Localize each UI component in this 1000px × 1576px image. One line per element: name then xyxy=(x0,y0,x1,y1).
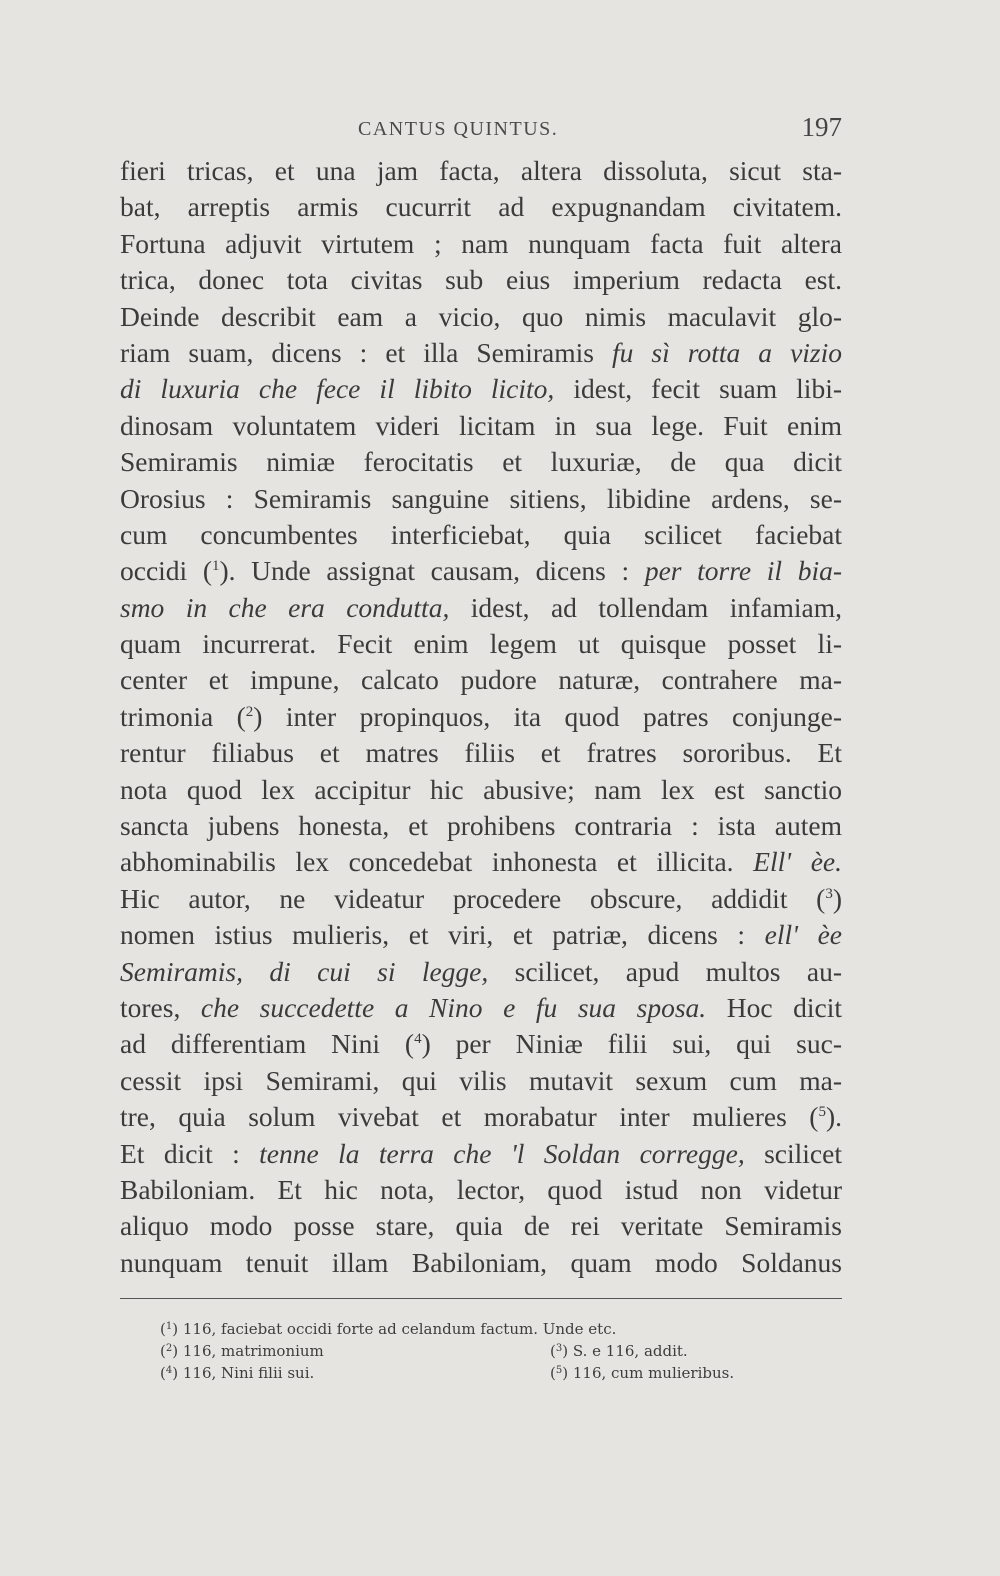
text-run: fieri tricas, et una jam facta, altera dissoluta, sicut sta- xyxy=(120,155,842,186)
text-line xyxy=(120,1063,842,1099)
text-run: Fortuna adjuvit virtutem ; nam nunquam facta fuit altera xyxy=(120,227,842,259)
text-line xyxy=(120,408,842,444)
page-number: 197 xyxy=(801,112,842,142)
text-line xyxy=(120,1099,842,1135)
text-line xyxy=(120,1208,842,1244)
footnote-ref: 1 xyxy=(212,558,220,575)
text-run: quam incurrerat. Fecit enim legem ut quisque posset li- xyxy=(120,628,842,660)
text-run: sancta jubens honesta, et prohibens contraria : ista autem xyxy=(120,810,842,842)
text-run: bat, arreptis armis cucurrit ad expugnandam civitatem. xyxy=(120,191,842,223)
text-run: occidi ( xyxy=(120,555,212,587)
text-line xyxy=(120,590,842,626)
text-run: tre, quia solum vivebat et morabatur inter mulieres ( xyxy=(120,1101,819,1133)
running-title: CANTUS QUINTUS. xyxy=(358,118,559,140)
page-header xyxy=(120,112,842,148)
text-run: riam suam, dicens : et illa Semiramis xyxy=(120,336,613,368)
footnote-ref: 5 xyxy=(818,1104,826,1121)
text-line xyxy=(120,772,842,808)
text-line xyxy=(120,226,842,262)
text-line xyxy=(120,444,842,480)
text-line xyxy=(120,808,842,844)
italic-quote: Semiramis, di cui si legge, xyxy=(120,955,489,987)
text-run: Babiloniam. Et hic nota, lector, quod istud non videtur xyxy=(120,1173,842,1205)
text-run: ). Unde assignat causam, dicens : xyxy=(219,555,645,587)
footnote-ref: 2 xyxy=(245,703,254,720)
text-run: Hic autor, ne videatur procedere obscure, addidit ( xyxy=(120,882,826,914)
text-line xyxy=(120,371,842,407)
italic-quote: Ell' èe. xyxy=(753,846,843,878)
text-run: ) xyxy=(832,882,842,914)
footnotes xyxy=(160,1318,800,1384)
text-run: Semiramis nimiæ ferocitatis et luxuriæ, de qua dicit xyxy=(120,446,842,478)
text-line xyxy=(120,990,842,1026)
text-run: trica, donec tota civitas sub eius imperium redacta est. xyxy=(120,264,842,296)
text-run: nomen istius mulieris, et viri, et patriæ, dicens : xyxy=(120,919,765,951)
text-line xyxy=(120,189,842,225)
text-run: center et impune, calcato pudore naturæ, contrahere ma- xyxy=(120,664,842,696)
text-run: ) per Niniæ filii sui, qui suc- xyxy=(421,1028,842,1060)
text-line xyxy=(120,699,842,735)
italic-quote: per torre il bia- xyxy=(644,555,842,587)
text-run: cum concumbentes interficiebat, quia scilicet faciebat xyxy=(120,518,842,550)
body-text xyxy=(120,153,842,1281)
text-run: idest, fecit suam libi- xyxy=(554,373,842,405)
text-line xyxy=(120,553,842,589)
text-run: scilicet, apud multos au- xyxy=(488,955,842,987)
text-run: Et dicit : xyxy=(120,1137,260,1169)
footnote-3: ($^3$) S. e 116, addit. xyxy=(550,1342,688,1360)
italic-quote: fu sì rotta a vizio xyxy=(612,336,843,368)
text-run: abhominabilis lex concedebat inhonesta et illicita. xyxy=(120,846,754,878)
text-line xyxy=(120,735,842,771)
footnote-divider xyxy=(120,1298,842,1299)
text-run: aliquo modo posse stare, quia de rei veritate Semiramis xyxy=(120,1210,842,1242)
text-line xyxy=(120,626,842,662)
text-run: idest, ad tollendam infamiam, xyxy=(449,591,842,623)
text-run: nunquam tenuit illam Babiloniam, quam modo Soldanus xyxy=(120,1246,842,1278)
text-run: rentur filiabus et matres filiis et fratres sororibus. Et xyxy=(120,737,842,769)
text-run: tores, xyxy=(120,991,201,1023)
text-run: scilicet xyxy=(744,1137,842,1169)
text-line xyxy=(120,662,842,698)
text-run: Hoc dicit xyxy=(706,991,842,1023)
text-run: Deinde describit eam a vicio, quo nimis maculavit glo- xyxy=(120,300,842,332)
footnote-4: ($^4$) 116, Nini filii sui. xyxy=(160,1364,315,1382)
italic-quote: tenne la terra che 'l Soldan corregge, xyxy=(259,1137,745,1169)
italic-quote: smo in che era condutta, xyxy=(120,591,450,623)
text-line xyxy=(120,299,842,335)
text-line xyxy=(120,1026,842,1062)
footnote-ref: 3 xyxy=(825,885,833,902)
text-line xyxy=(120,517,842,553)
text-line xyxy=(120,1172,842,1208)
text-run: dinosam voluntatem videri licitam in sua lege. Fuit enim xyxy=(120,409,842,441)
text-line xyxy=(120,917,842,953)
text-line xyxy=(120,481,842,517)
text-line xyxy=(120,1245,842,1281)
italic-quote: di luxuria che fece il libito licito, xyxy=(120,373,555,405)
text-run: cessit ipsi Semirami, qui vilis mutavit sexum cum ma- xyxy=(120,1064,842,1096)
text-line xyxy=(120,1136,842,1172)
text-run: trimonia ( xyxy=(120,700,246,732)
text-run: Orosius : Semiramis sanguine sitiens, libidine ardens, se- xyxy=(120,482,842,514)
text-run: ). xyxy=(825,1101,842,1133)
text-line xyxy=(120,153,842,189)
italic-quote: che succedette a Nino e fu sua sposa. xyxy=(200,991,707,1023)
text-run: ad differentiam Nini ( xyxy=(120,1028,415,1060)
text-line xyxy=(120,335,842,371)
text-line xyxy=(120,954,842,990)
text-run: ) inter propinquos, ita quod patres conjunge- xyxy=(253,700,842,732)
text-line xyxy=(120,262,842,298)
text-line xyxy=(120,881,842,917)
footnote-1: ($^1$) 116, faciebat occidi forte ad celandum factum. Unde etc. xyxy=(160,1320,617,1338)
text-run: nota quod lex accipitur hic abusive; nam lex est sanctio xyxy=(120,773,842,805)
text-line xyxy=(120,844,842,880)
footnote-5: ($^5$) 116, cum mulieribus. xyxy=(550,1364,735,1382)
footnote-2: ($^2$) 116, matrimonium xyxy=(160,1342,324,1360)
footnote-ref: 4 xyxy=(414,1031,422,1048)
italic-quote: ell' èe xyxy=(764,919,843,951)
